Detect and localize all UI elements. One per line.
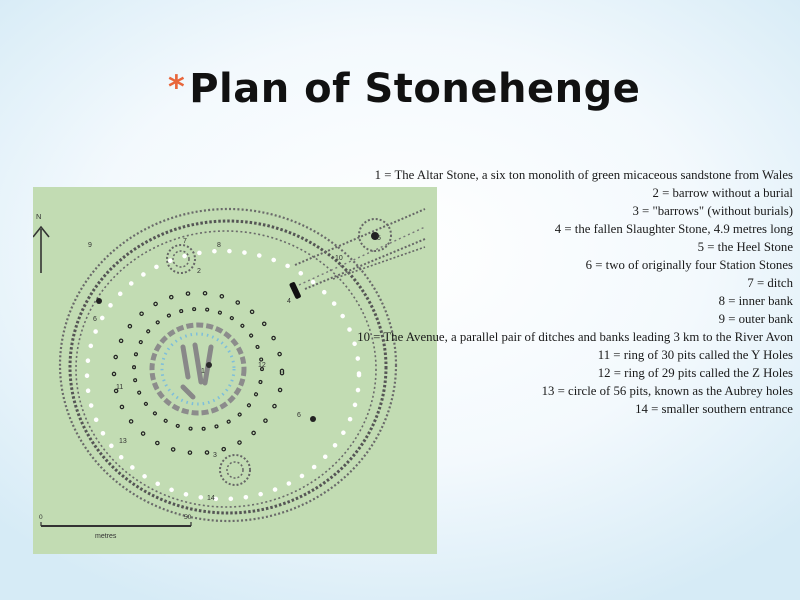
label-9: 9 xyxy=(88,242,92,249)
label-4: 4 xyxy=(287,298,291,305)
scale-end: 50 xyxy=(184,514,192,521)
label-3: 3 xyxy=(213,452,217,459)
label-5: 5 xyxy=(377,235,381,242)
legend-item-13: 13 = circle of 56 pits, known as the Aubrey holes xyxy=(541,384,793,398)
legend-item-8: 8 = inner bank xyxy=(718,294,793,308)
legend-item-10: 10 = The Avenue, a parallel pair of ditches and banks leading 3 km to the River Avon xyxy=(357,330,793,344)
legend-item-2: 2 = barrow without a burial xyxy=(652,186,793,200)
legend-item-3: 3 = "barrows" (without burials) xyxy=(632,204,793,218)
station-stones xyxy=(96,298,316,422)
scale-bar xyxy=(39,514,192,540)
legend-item-12: 12 = ring of 29 pits called the Z Holes xyxy=(597,366,793,380)
label-2: 2 xyxy=(197,268,201,275)
scale-start: 0 xyxy=(39,514,43,521)
label-13: 13 xyxy=(119,438,127,445)
legend-item-7: 7 = ditch xyxy=(747,276,793,290)
label-7: 7 xyxy=(183,238,187,245)
label-14: 14 xyxy=(207,495,215,502)
aubrey-holes xyxy=(87,251,359,499)
altar-stone xyxy=(206,362,212,368)
legend-item-11: 11 = ring of 30 pits called the Y Holes xyxy=(597,348,793,362)
legend-item-5: 5 = the Heel Stone xyxy=(697,240,793,254)
label-11: 11 xyxy=(116,384,124,391)
sarsen-circle xyxy=(152,325,244,413)
legend-item-1: 1 = The Altar Stone, a six ton monolith of green micaceous sandstone from Wales xyxy=(374,168,793,182)
label-8: 8 xyxy=(217,242,221,249)
legend-list xyxy=(320,168,793,420)
title-text: Plan of Stonehenge xyxy=(189,66,641,112)
north-arrow xyxy=(33,212,49,273)
slide-title xyxy=(168,66,788,130)
north-label: N xyxy=(36,212,42,221)
label-12: 12 xyxy=(258,362,266,369)
title-bullet: * xyxy=(168,68,186,106)
legend-item-14: 14 = smaller southern entrance xyxy=(635,402,793,416)
label-6a: 6 xyxy=(93,316,97,323)
legend-item-9: 9 = outer bank xyxy=(718,312,793,326)
legend-item-6: 6 = two of originally four Station Stones xyxy=(585,258,793,272)
legend-item-4: 4 = the fallen Slaughter Stone, 4.9 metres long xyxy=(554,222,793,236)
scale-unit: metres xyxy=(95,533,117,540)
label-1: 1 xyxy=(201,368,205,375)
label-6b: 6 xyxy=(297,412,301,419)
south-barrow xyxy=(220,455,250,485)
label-10: 10 xyxy=(335,255,343,262)
